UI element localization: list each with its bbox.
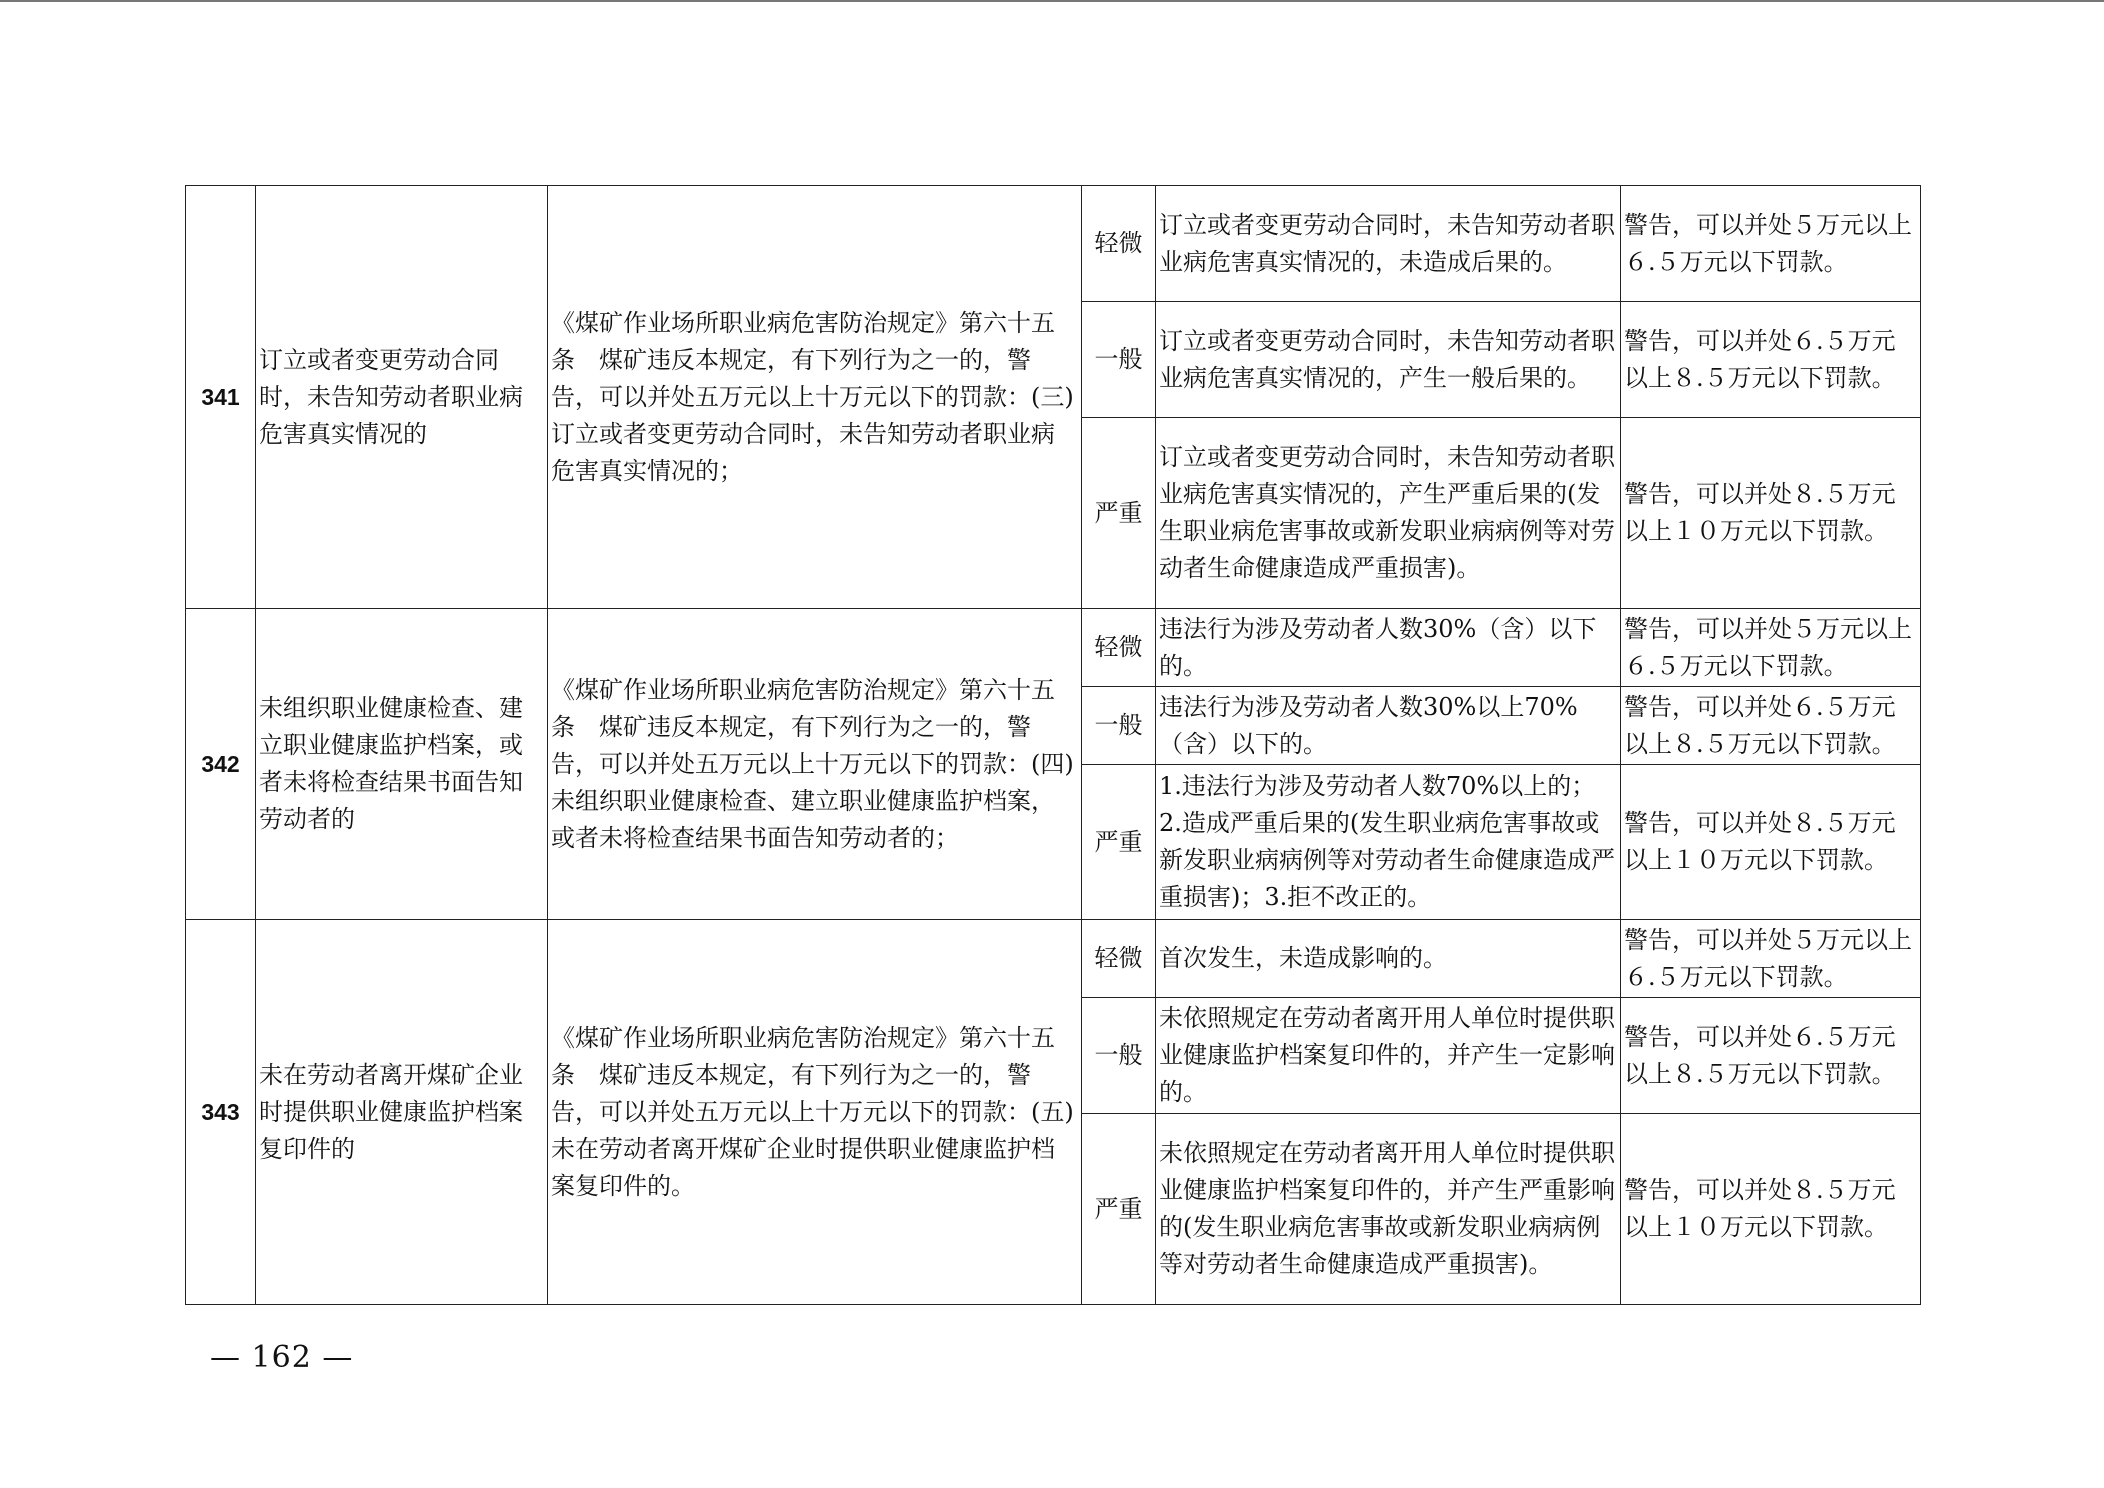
table-row (186, 920, 1921, 998)
penalty-standard: 警告，可以并处６.５万元以上８.５万元以下罚款。 (1621, 302, 1921, 418)
table-row (186, 186, 1921, 302)
circumstance-description: 订立或者变更劳动合同时，未告知劳动者职业病危害真实情况的，未造成后果的。 (1156, 186, 1621, 302)
legal-basis: 《煤矿作业场所职业病危害防治规定》第六十五条 煤矿违反本规定，有下列行为之一的，警告，可以并处五万元以上十万元以下的罚款：(四)未组织职业健康检查、建立职业健康监护档案，或者未将检查结果书面告知劳动者的； (548, 609, 1082, 920)
violation-item: 未在劳动者离开煤矿企业时提供职业健康监护档案复印件的 (256, 920, 548, 1305)
severity-level: 轻微 (1082, 920, 1156, 998)
circumstance-description: 违法行为涉及劳动者人数30%（含）以下的。 (1156, 609, 1621, 687)
severity-level: 严重 (1082, 765, 1156, 920)
severity-level: 严重 (1082, 418, 1156, 609)
page-number: — 162 — (210, 1340, 354, 1375)
circumstance-description: 订立或者变更劳动合同时，未告知劳动者职业病危害真实情况的，产生一般后果的。 (1156, 302, 1621, 418)
circumstance-description: 未依照规定在劳动者离开用人单位时提供职业健康监护档案复印件的，并产生严重影响的(发生职业病危害事故或新发职业病病例等对劳动者生命健康造成严重损害)。 (1156, 1114, 1621, 1305)
severity-level: 一般 (1082, 687, 1156, 765)
violation-item: 未组织职业健康检查、建立职业健康监护档案，或者未将检查结果书面告知劳动者的 (256, 609, 548, 920)
penalty-standard: 警告，可以并处５万元以上６.５万元以下罚款。 (1621, 609, 1921, 687)
circumstance-description: 1.违法行为涉及劳动者人数70%以上的；2.造成严重后果的(发生职业病危害事故或新发职业病病例等对劳动者生命健康造成严重损害)；3.拒不改正的。 (1156, 765, 1621, 920)
legal-basis: 《煤矿作业场所职业病危害防治规定》第六十五条 煤矿违反本规定，有下列行为之一的，警告，可以并处五万元以上十万元以下的罚款：(五)未在劳动者离开煤矿企业时提供职业健康监护档案复印件的。 (548, 920, 1082, 1305)
penalty-standard: 警告，可以并处８.５万元以上１０万元以下罚款。 (1621, 765, 1921, 920)
circumstance-description: 首次发生，未造成影响的。 (1156, 920, 1621, 998)
item-number: 342 (186, 609, 256, 920)
circumstance-description: 订立或者变更劳动合同时，未告知劳动者职业病危害真实情况的，产生严重后果的(发生职业病危害事故或新发职业病病例等对劳动者生命健康造成严重损害)。 (1156, 418, 1621, 609)
violation-item: 订立或者变更劳动合同时，未告知劳动者职业病危害真实情况的 (256, 186, 548, 609)
penalty-standard: 警告，可以并处６.５万元以上８.５万元以下罚款。 (1621, 998, 1921, 1114)
penalty-standard: 警告，可以并处８.５万元以上１０万元以下罚款。 (1621, 1114, 1921, 1305)
penalty-standard: 警告，可以并处６.５万元以上８.５万元以下罚款。 (1621, 687, 1921, 765)
legal-basis: 《煤矿作业场所职业病危害防治规定》第六十五条 煤矿违反本规定，有下列行为之一的，警告，可以并处五万元以上十万元以下的罚款：(三)订立或者变更劳动合同时，未告知劳动者职业病危害真实情况的； (548, 186, 1082, 609)
circumstance-description: 未依照规定在劳动者离开用人单位时提供职业健康监护档案复印件的，并产生一定影响的。 (1156, 998, 1621, 1114)
item-number: 341 (186, 186, 256, 609)
severity-level: 轻微 (1082, 609, 1156, 687)
circumstance-description: 违法行为涉及劳动者人数30%以上70%（含）以下的。 (1156, 687, 1621, 765)
top-rule (0, 0, 2104, 2)
severity-level: 一般 (1082, 998, 1156, 1114)
penalty-standard: 警告，可以并处５万元以上６.５万元以下罚款。 (1621, 920, 1921, 998)
severity-level: 严重 (1082, 1114, 1156, 1305)
penalty-standard: 警告，可以并处８.５万元以上１０万元以下罚款。 (1621, 418, 1921, 609)
penalty-table (185, 185, 1921, 1305)
severity-level: 一般 (1082, 302, 1156, 418)
table-row (186, 609, 1921, 687)
severity-level: 轻微 (1082, 186, 1156, 302)
item-number: 343 (186, 920, 256, 1305)
penalty-standard: 警告，可以并处５万元以上６.５万元以下罚款。 (1621, 186, 1921, 302)
